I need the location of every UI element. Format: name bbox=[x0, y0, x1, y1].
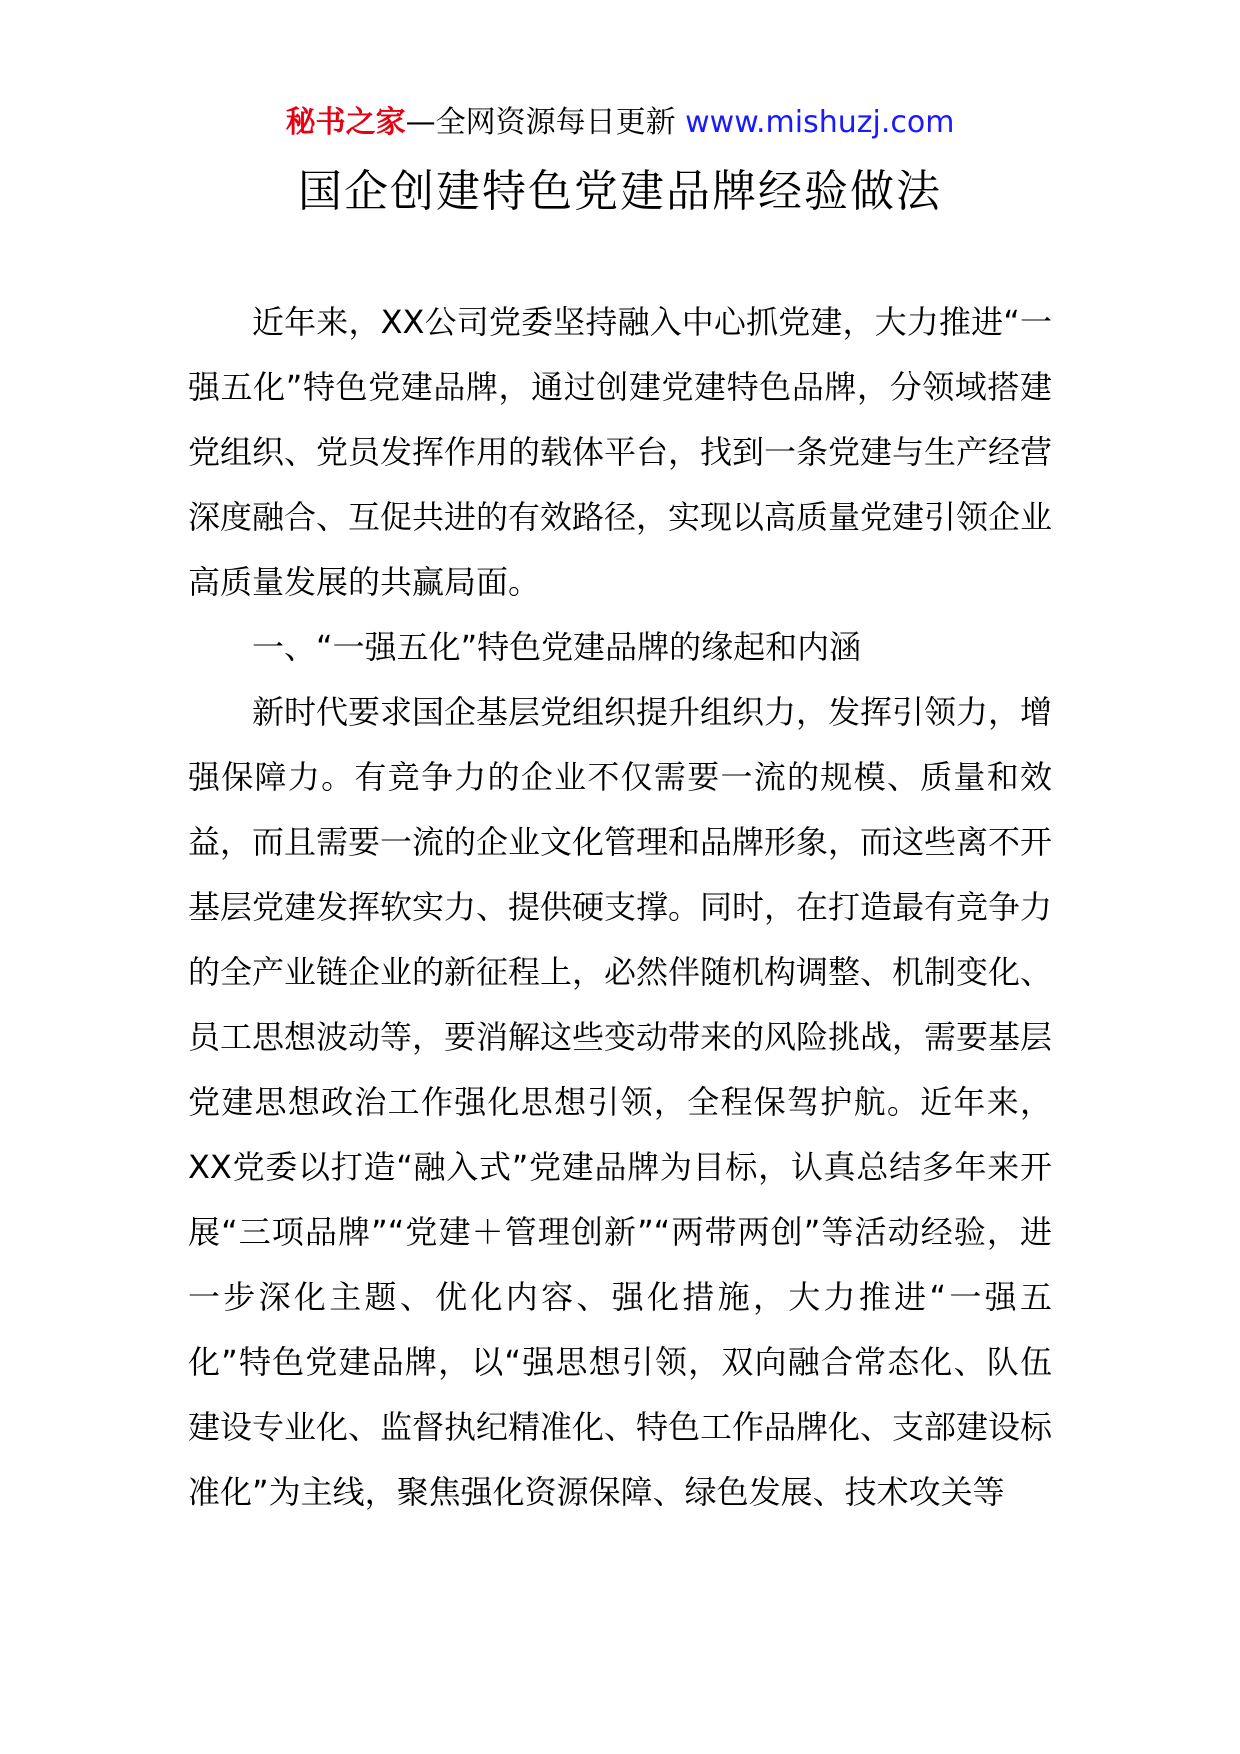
site-header bbox=[0, 100, 1240, 146]
section-heading: 一、“一强五化”特色党建品牌的缘起和内涵 bbox=[252, 628, 862, 666]
section-paragraph: 新时代要求国企基层党组织提升组织力，发挥引领力，增强保障力。有竞争力的企业不仅需要一流的规模、质量和效益，而且需要一流的企业文化管理和品牌形象，而这些离不开基层党建发挥软实力、提供硬支撑。同时，在打造最有竞争力的全产业链企业的新征程上，必然伴随机构调整、机制变化、员工思想波动等，要消解这些变动带来的风险挑战，需要基层党建思想政治工作强化思想引领，全程保驾护航。近年来，XX党委以打造“融入式”党建品牌为目标，认真总结多年来开展“三项品牌”“党建＋管理创新”“两带两创”等活动经验，进一步深化主题、优化内容、强化措施，大力推进“一强五化”特色党建品牌，以“强思想引领，双向融合常态化、队伍建设专业化、监督执纪精准化、特色工作品牌化、支部建设标准化”为主线，聚焦强化资源保障、绿色发展、技术攻关等 bbox=[188, 693, 1053, 1511]
brand-name: 秘书之家 bbox=[285, 105, 406, 140]
intro-paragraph: 近年来，XX公司党委坚持融入中心抓党建，大力推进“一强五化”特色党建品牌，通过创建党建特色品牌，分领域搭建党组织、党员发挥作用的载体平台，找到一条党建与生产经营深度融合、互促共进的有效路径，实现以高质量党建引领企业高质量发展的共赢局面。 bbox=[188, 303, 1053, 601]
header-slogan: —全网资源每日更新 bbox=[405, 105, 686, 140]
site-url-link[interactable]: www.mishuzj.com bbox=[685, 105, 955, 140]
document-body bbox=[188, 290, 1052, 1525]
document-title: 国企创建特色党建品牌经验做法 bbox=[298, 166, 942, 217]
